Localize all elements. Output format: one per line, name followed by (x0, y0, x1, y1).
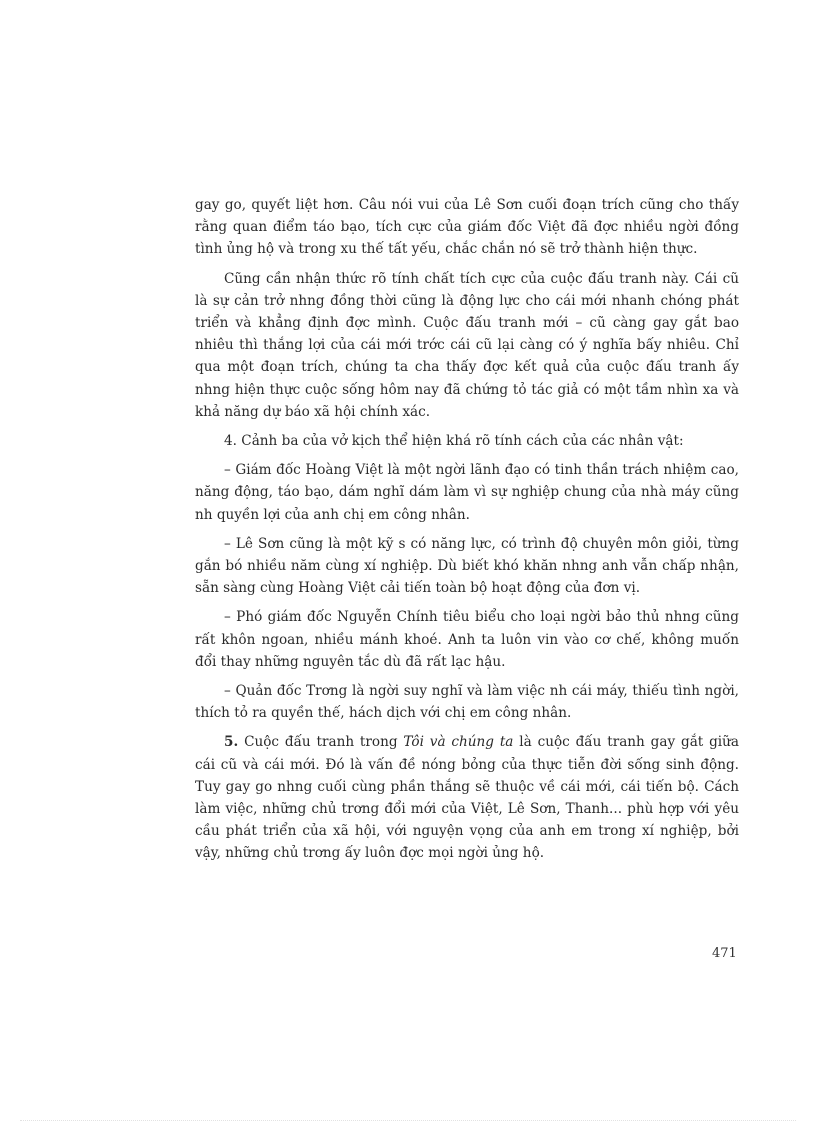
work-title: Tôi và chúng ta (403, 734, 514, 751)
paragraph-le-son: – Lê Sơn cũng là một kỹ s có năng lực, có trình độ chuyên môn giỏi, từng gắn bó nhiều năm cùng xí nghiệp. Dù biết khó khăn nhng anh vẫn chấp nhận, sẵn sàng cùng Hoàng Việt cải tiến toàn bộ hoạt động của đơn vị. (195, 535, 739, 597)
paragraph-point-5 (195, 731, 739, 864)
bottom-divider (20, 1120, 796, 1121)
paragraph-continuation: gay go, quyết liệt hơn. Câu nói vui của Lê Sơn cuối đoạn trích cũng cho thấy rằng quan điểm táo bạo, tích cực của giám đốc Việt đã đợc nhiều ngời đồng tình ủng hộ và trong xu thế tất yếu, chắc chắn nó sẽ trở thành hiện thực. (195, 197, 739, 258)
paragraph-quan-doc-truong: – Quản đốc Trơng là ngời suy nghĩ và làm việc nh cái máy, thiếu tình ngời, thích tỏ ra quyền thế, hách dịch với chị em công nhân. (195, 683, 739, 722)
paragraph-struggle-nature: Cũng cần nhận thức rõ tính chất tích cực của cuộc đấu tranh này. Cái cũ là sự cản trở nhng đồng thời cũng là động lực cho cái mới nhanh chóng phát triển và khẳng định đợc mình. Cuộc đấu tranh mới – cũ càng gay gắt bao nhiêu thì thắng lợi của cái mới trớc cái cũ lại càng có ý nghĩa bấy nhiêu. Chỉ qua một đoạn trích, chúng ta cha thấy đợc kết quả của cuộc đấu tranh ấy nhng hiện thực cuộc sống hôm nay đã chứng tỏ tác giả có một tầm nhìn xa và khả năng dự báo xã hội chính xác. (195, 270, 739, 420)
point-number: 5. (224, 734, 239, 751)
point-5-lead: Cuộc đấu tranh trong (244, 734, 398, 751)
page-number: 471 (712, 946, 737, 961)
point-5-rest: là cuộc đấu tranh gay gắt giữa cái cũ và cái mới. Đó là vấn đề nóng bỏng của thực tiễn đời sống sinh động. Tuy gay go nhng cuối cùng phần thắng sẽ thuộc về cái mới, cái tiến bộ. Cách làm việc, những chủ trơng đổi mới của Việt, Lê Sơn, Thanh... phù hợp với yêu cầu phát triển của xã hội, với nguyện vọng của anh em trong xí nghiệp, bởi vậy, những chủ trơng ấy luôn đợc mọi ngời ủng hộ. (195, 734, 740, 862)
page-body-text (195, 194, 739, 872)
paragraph-hoang-viet: – Giám đốc Hoàng Việt là một ngời lãnh đạo có tinh thần trách nhiệm cao, năng động, táo bạo, dám nghĩ dám làm vì sự nghiệp chung của nhà máy cũng nh quyền lợi của anh chị em công nhân. (195, 462, 739, 523)
paragraph-point-4: 4. Cảnh ba của vở kịch thể hiện khá rõ tính cách của các nhân vật: (224, 433, 684, 450)
paragraph-nguyen-chinh: – Phó giám đốc Nguyễn Chính tiêu biểu cho loại ngời bảo thủ nhng cũng rất khôn ngoan, nhiều mánh khoé. Anh ta luôn vin vào cơ chế, không muốn đổi thay những nguyên tắc dù đã rất lạc hậu. (195, 609, 739, 670)
